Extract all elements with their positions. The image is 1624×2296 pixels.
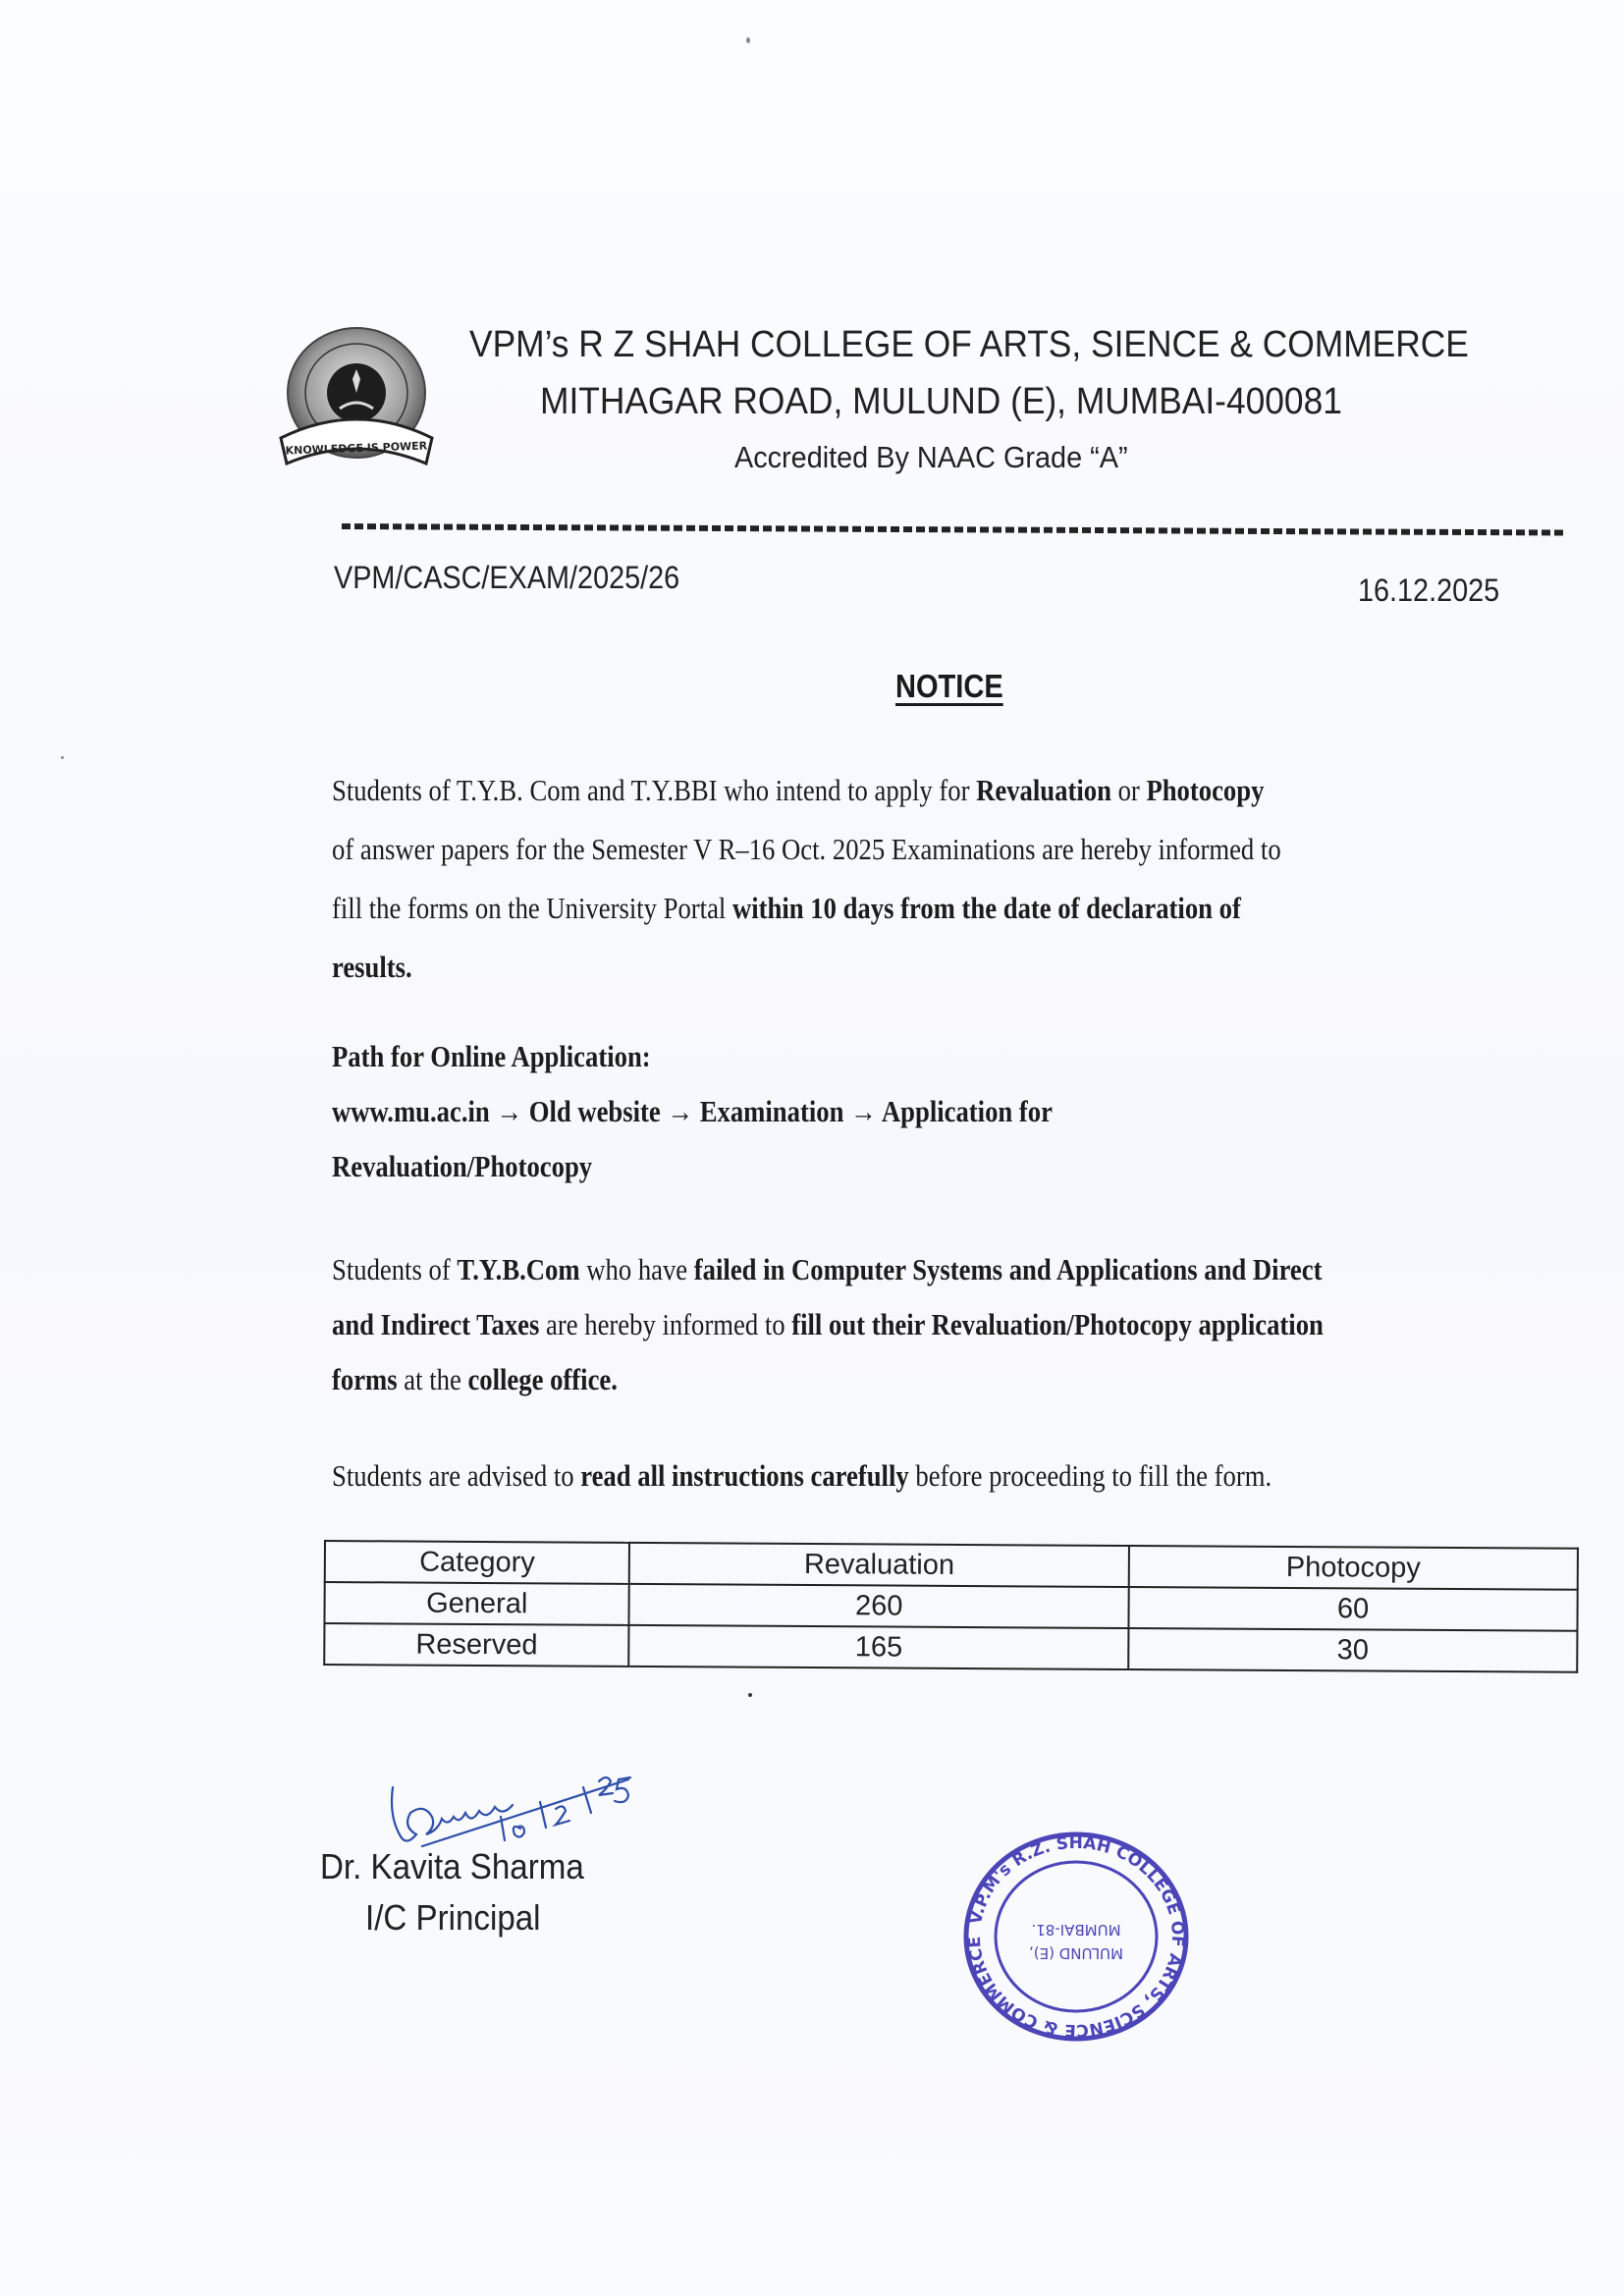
fee-table bbox=[323, 1540, 1579, 1673]
failed-students-paragraph: Students of T.Y.B.Com who have failed in Computer Systems and Applications and Direct and Indirect Taxes are hereby informed to fill out their Revaluation/Photocopy application forms at the college office. bbox=[332, 1252, 1324, 1396]
college-name: VPM’s R Z SHAH COLLEGE OF ARTS, SIENCE & COMMERCE bbox=[469, 324, 1469, 365]
column-header: Revaluation bbox=[629, 1543, 1129, 1587]
accreditation-line: Accredited By NAAC Grade “A” bbox=[734, 440, 1128, 474]
college-seal-stamp-icon bbox=[950, 1827, 1196, 2048]
page-title: NOTICE bbox=[895, 668, 1003, 704]
table-row bbox=[324, 1623, 1577, 1672]
scan-speck bbox=[748, 1693, 752, 1697]
svg-text:MUMBAI-81.: MUMBAI-81. bbox=[1031, 1921, 1121, 1939]
intro-line-3: fill the forms on the University Portal within 10 days from the date of declaration of bbox=[332, 891, 1241, 925]
application-path-section bbox=[332, 1029, 1608, 1194]
intro-line-4: results. bbox=[332, 950, 412, 984]
revaluation-fee-cell: 260 bbox=[629, 1584, 1129, 1628]
photocopy-fee-cell: 30 bbox=[1128, 1628, 1577, 1672]
category-cell: General bbox=[324, 1582, 629, 1625]
column-header: Photocopy bbox=[1129, 1546, 1578, 1590]
scan-speck bbox=[746, 37, 750, 43]
column-header: Category bbox=[325, 1541, 630, 1584]
path-heading: Path for Online Application: bbox=[332, 1039, 651, 1073]
photocopy-fee-cell: 60 bbox=[1128, 1587, 1577, 1631]
header-divider bbox=[342, 523, 1564, 536]
intro-line-1: Students of T.Y.B. Com and T.Y.BBI who intend to apply for Revaluation or Photocopy bbox=[332, 773, 1265, 807]
college-address: MITHAGAR ROAD, MULUND (E), MUMBAI-400081 bbox=[540, 381, 1342, 422]
path-breadcrumb: www.mu.ac.in → Old website → Examination → Application for bbox=[332, 1094, 1053, 1128]
reference-number: VPM/CASC/EXAM/2025/26 bbox=[334, 560, 680, 595]
handwritten-signature-icon bbox=[383, 1748, 697, 1856]
svg-text:MULUND (E),: MULUND (E), bbox=[1029, 1944, 1123, 1962]
intro-paragraph bbox=[332, 761, 1608, 997]
svg-text:V.P.M's R.Z. SHAH COLLEGE OF A: V.P.M's R.Z. SHAH COLLEGE OF ARTS, SCIENCE & COMMERCE bbox=[964, 1832, 1188, 2041]
svg-text:KNOWLEDGE IS POWER: KNOWLEDGE IS POWER bbox=[285, 439, 428, 458]
intro-line-2: of answer papers for the Semester V R–16 Oct. 2025 Examinations are hereby informed to bbox=[332, 832, 1281, 866]
signatory-name: Dr. Kavita Sharma bbox=[320, 1846, 584, 1886]
category-cell: Reserved bbox=[324, 1623, 629, 1667]
scan-speck bbox=[61, 756, 64, 759]
college-logo-icon bbox=[273, 322, 440, 479]
revaluation-fee-cell: 165 bbox=[628, 1625, 1128, 1669]
notice-date: 16.12.2025 bbox=[1358, 573, 1500, 608]
signatory-designation: I/C Principal bbox=[365, 1897, 541, 1938]
advice-paragraph: Students are advised to read all instructions carefully before proceeding to fill the form. bbox=[332, 1458, 1272, 1493]
path-breadcrumb-continued: Revaluation/Photocopy bbox=[332, 1149, 593, 1183]
